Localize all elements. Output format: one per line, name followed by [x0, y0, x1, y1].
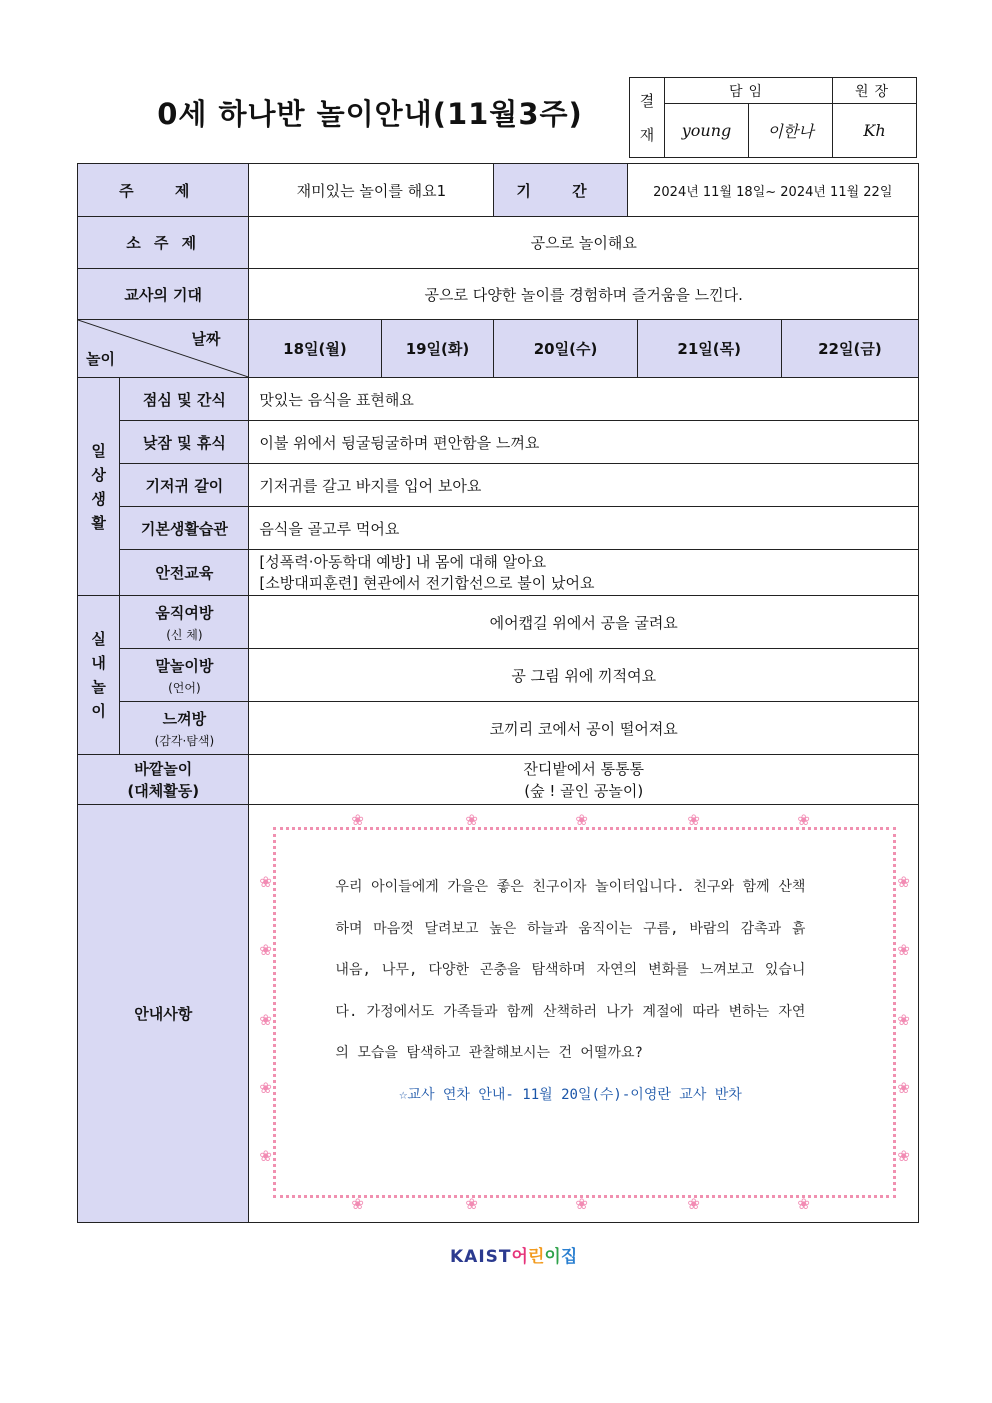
day-header: 20일(수): [494, 320, 637, 378]
subtheme-value: 공으로 놀이해요: [249, 217, 919, 269]
flower-icon: ❀: [259, 1011, 272, 1029]
indoor-play-row-label: [120, 702, 249, 755]
logo-kaist-text: KAIST: [450, 1247, 512, 1267]
logo-char: 린: [527, 1247, 545, 1267]
outdoor-play-label: [78, 755, 249, 805]
theme-label: 주 제: [78, 164, 249, 217]
date-play-header: [78, 320, 249, 378]
day-header: 21일(목): [637, 320, 781, 378]
group-char: 활: [91, 513, 106, 532]
indoor-play-row-label: [120, 596, 249, 649]
daily-life-row-label: 안전교육: [120, 550, 249, 596]
teacher-leave-notice: ☆교사 연차 안내- 11월 20일(수)-이영란 교사 반차: [399, 1086, 742, 1103]
notice-label: 안내사항: [78, 805, 249, 1223]
approval-label-char: 결: [639, 91, 655, 110]
notice-paragraph: 우리 아이들에게 가을은 좋은 친구이자 놀이터입니다. 친구와 함께 산책하며 마음껏 달려보고 높은 하늘과 움직이는 구름, 바람의 감촉과 흙 내음, 나무, 다양한 곤충을 탐색하며 자연의 변화를 느껴보고 있습니다. 가정에서도 가족들과 함께 산책하러 나가 계절에 따라 변하는 자연의 모습을 탐색하고 관찰해보시는 건 어떨까요?: [335, 879, 806, 1062]
kaist-daycare-logo: [450, 1242, 577, 1267]
approval-label-char: 재: [639, 125, 655, 144]
group-char: 내: [91, 654, 106, 672]
group-char: 생: [91, 489, 106, 508]
safety-line-1: [성폭력·아동학대 예방] 내 몸에 대해 알아요: [259, 552, 547, 571]
logo-char: 집: [560, 1247, 578, 1267]
expectation-value: 공으로 다양한 놀이를 경험하며 즐거움을 느낀다.: [249, 269, 919, 320]
flower-icon: ❀: [465, 811, 478, 829]
daily-life-group-label: [78, 378, 120, 596]
play-label: 놀이: [86, 350, 115, 368]
daily-life-row-content: 맛있는 음식을 표현해요: [249, 378, 919, 421]
director-label: 원장: [833, 78, 917, 104]
homeroom-signature-2: 이한나: [749, 104, 833, 158]
expectation-label: 교사의 기대: [78, 269, 249, 320]
indoor-play-row-content: 공 그림 위에 끼적여요: [249, 649, 919, 702]
flower-icon: ❀: [351, 1195, 364, 1213]
flower-icon: ❀: [897, 941, 910, 959]
group-char: 실: [91, 630, 106, 648]
flower-icon: ❀: [687, 811, 700, 829]
daily-life-row-label: 기본생활습관: [120, 507, 249, 550]
notice-area: [249, 805, 919, 1223]
indoor-play-row-label: [120, 649, 249, 702]
outdoor-content-line: 잔디밭에서 통통통: [523, 759, 645, 778]
flower-icon: ❀: [897, 1011, 910, 1029]
daily-life-row-label: 낮잠 및 휴식: [120, 421, 249, 464]
flower-icon: ❀: [575, 811, 588, 829]
approval-label: [630, 78, 665, 158]
homeroom-label: 담임: [665, 78, 833, 104]
flower-icon: ❀: [897, 1147, 910, 1165]
logo-char: 어: [511, 1247, 528, 1267]
group-char: 일: [91, 441, 106, 460]
theme-value: 재미있는 놀이를 해요1: [249, 164, 494, 217]
outdoor-label-line: (대체활동): [127, 781, 200, 800]
safety-education-content: [249, 550, 919, 596]
flower-icon: ❀: [687, 1195, 700, 1213]
flower-icon: ❀: [797, 1195, 810, 1213]
indoor-room-sub: (감각·탐색): [154, 733, 215, 748]
date-label: 날짜: [191, 330, 221, 348]
daily-life-row-label: 기저귀 갈이: [120, 464, 249, 507]
flower-icon: ❀: [897, 1079, 910, 1097]
flower-icon: ❀: [351, 811, 364, 829]
flower-icon: ❀: [259, 941, 272, 959]
notice-text: [335, 867, 805, 1117]
day-header: 19일(화): [381, 320, 494, 378]
group-char: 이: [91, 702, 106, 720]
indoor-room-sub: (신 체): [166, 627, 203, 642]
group-char: 상: [91, 465, 106, 484]
daily-life-row-content: 음식을 골고루 먹어요: [249, 507, 919, 550]
daily-life-row-content: 기저귀를 갈고 바지를 입어 보아요: [249, 464, 919, 507]
safety-line-2: [소방대피훈련] 현관에서 전기합선으로 불이 났어요: [259, 573, 595, 592]
flower-icon: ❀: [259, 873, 272, 891]
period-value: 2024년 11월 18일~ 2024년 11월 22일: [627, 164, 918, 217]
outdoor-play-content: [249, 755, 919, 805]
outdoor-label-line: 바깥놀이: [134, 759, 193, 778]
daily-life-row-label: 점심 및 간식: [120, 378, 249, 421]
daily-life-row-content: 이불 위에서 뒹굴뒹굴하며 편안함을 느껴요: [249, 421, 919, 464]
homeroom-signature-1: young: [665, 104, 749, 158]
period-label: 기 간: [494, 164, 627, 217]
director-signature: Kh: [833, 104, 917, 158]
day-header: 22일(금): [781, 320, 918, 378]
indoor-room-name: 말놀이방: [155, 656, 214, 675]
outdoor-content-line: (숲 ! 골인 공놀이): [524, 781, 644, 800]
indoor-room-sub: (언어): [168, 680, 201, 695]
indoor-room-name: 느껴방: [162, 709, 207, 728]
flower-icon: ❀: [575, 1195, 588, 1213]
flower-icon: ❀: [259, 1079, 272, 1097]
subtheme-label: 소 주 제: [78, 217, 249, 269]
indoor-room-name: 움직여방: [155, 603, 214, 622]
flower-icon: ❀: [259, 1147, 272, 1165]
indoor-play-row-content: 코끼리 코에서 공이 떨어져요: [249, 702, 919, 755]
plan-table: [77, 163, 919, 1223]
logo-char: 이: [544, 1247, 561, 1267]
flower-icon: ❀: [897, 873, 910, 891]
flower-icon: ❀: [797, 811, 810, 829]
day-header: 18일(월): [249, 320, 381, 378]
group-char: 놀: [91, 678, 106, 696]
page-title: 0세 하나반 놀이안내(11월3주): [157, 97, 583, 131]
indoor-play-group-label: [78, 596, 120, 755]
flower-icon: ❀: [465, 1195, 478, 1213]
indoor-play-row-content: 에어캡길 위에서 공을 굴려요: [249, 596, 919, 649]
approval-box: [629, 77, 917, 158]
